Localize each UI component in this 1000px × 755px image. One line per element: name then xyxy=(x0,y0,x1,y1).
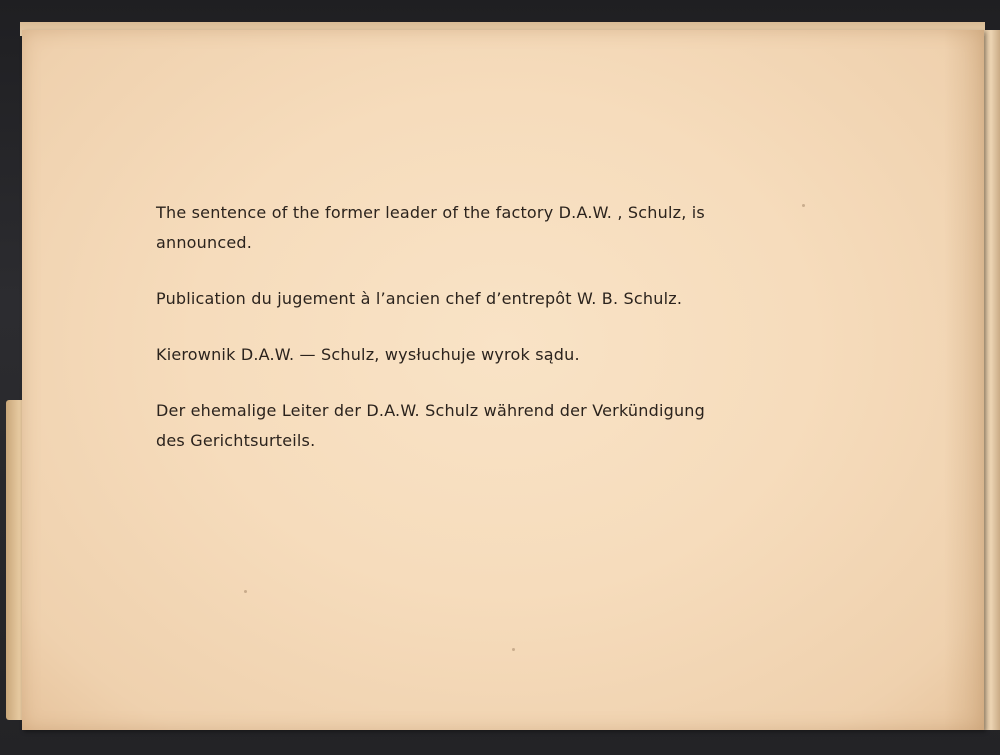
caption-french-line-1: Publication du jugement à l’ancien chef d’entrepôt W. B. Schulz. xyxy=(156,289,683,308)
caption-german-line-2: des Gerichtsurteils. xyxy=(156,431,316,450)
page-stack-right-edge xyxy=(982,30,1000,730)
caption-german xyxy=(156,396,816,456)
paper-speck xyxy=(244,590,247,593)
caption-english xyxy=(156,198,816,258)
caption-french xyxy=(156,284,816,314)
caption-polish-line-1: Kierownik D.A.W. — Schulz, wysłuchuje wyrok sądu. xyxy=(156,345,580,364)
paper-speck xyxy=(512,648,515,651)
caption-english-line-2: announced. xyxy=(156,233,253,252)
caption-polish xyxy=(156,340,816,370)
caption-german-line-1: Der ehemalige Leiter der D.A.W. Schulz während der Verkündigung xyxy=(156,401,705,420)
multilingual-caption xyxy=(156,198,816,482)
caption-english-line-1: The sentence of the former leader of the factory D.A.W. , Schulz, is xyxy=(156,203,705,222)
